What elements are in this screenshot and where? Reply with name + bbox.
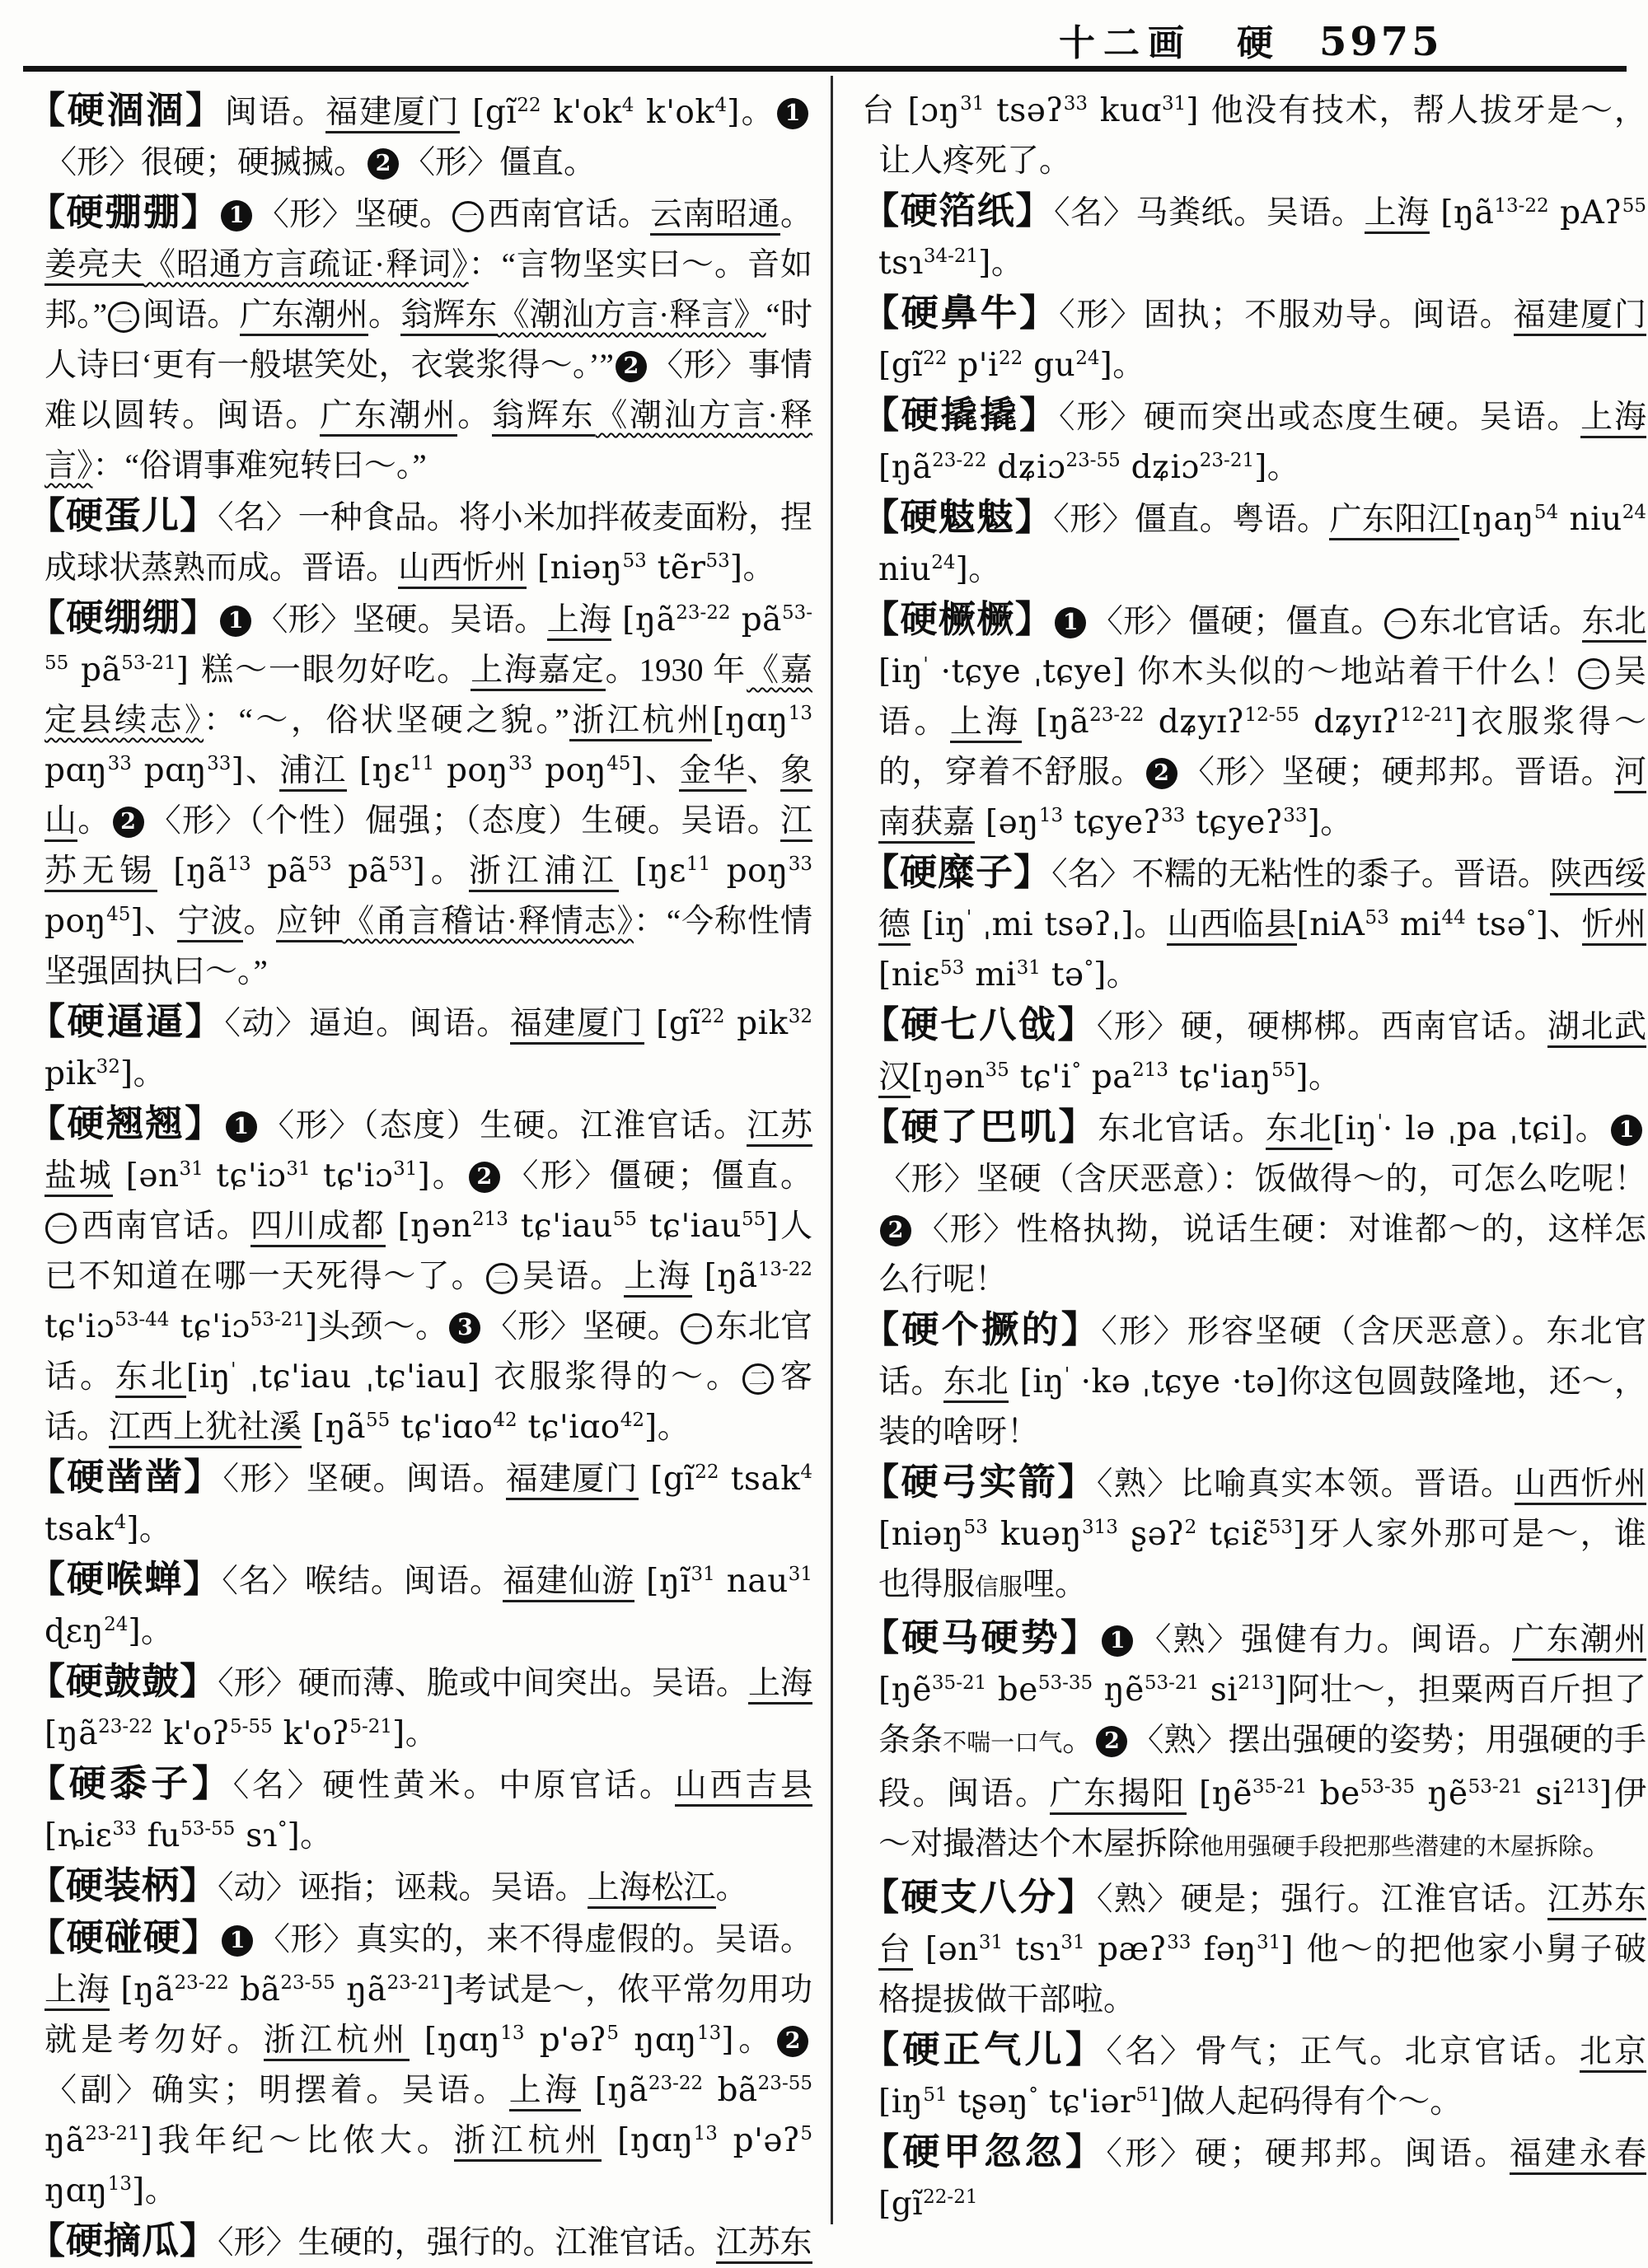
place-name: 浙江浦江 xyxy=(469,853,619,892)
text-run: 台 xyxy=(862,93,896,129)
text-run: 衣服浆得～的，穿着不舒服。 xyxy=(878,704,1646,790)
dict-entry xyxy=(28,1759,812,1861)
entry-headword: 【硬绷绷】 xyxy=(28,597,219,638)
entry-headword: 【硬了巴叽】 xyxy=(862,1106,1098,1148)
place-name: 福建厦门 xyxy=(510,1006,644,1045)
subsense-number: 一 xyxy=(45,1213,77,1244)
sense-number: 1 xyxy=(1102,1625,1133,1657)
sense-number: 2 xyxy=(113,807,144,838)
text-run: 考试是～，侬平常勿用功就是考勿好。 xyxy=(44,1972,812,2058)
place-name: 浙江杭州 xyxy=(454,2123,602,2162)
ipa-transcription: [ŋẽ$^{35-21}$ $be^{53-35}$ ŋẽ$^{53-21}$ $si^{213}$] xyxy=(878,1672,1287,1709)
text-run: 〈名〉骨气；正气。北京官话。 xyxy=(1106,2034,1580,2069)
ipa-transcription: [$gĩ^{22}$ tsak$^4$ tsak$^4$]。 xyxy=(44,1461,812,1548)
subsense-number: 一 xyxy=(1384,608,1416,639)
sense-number: 2 xyxy=(777,2026,808,2057)
dict-entry xyxy=(28,593,812,997)
text-run: 〈熟〉硬是；强行。江淮官话。 xyxy=(1096,1882,1548,1917)
subsense-number: 一 xyxy=(681,1313,712,1344)
place-name: 江苏东 xyxy=(716,2225,812,2264)
entry-headword: 【硬凿凿】 xyxy=(28,1457,223,1498)
sense-number: 1 xyxy=(222,1925,253,1957)
text-run: 〈形〉形容坚硬（含厌恶意）。东北官话。 xyxy=(878,1314,1646,1400)
text-run: 伊～对撮潜达个木屋拆除 xyxy=(878,1776,1646,1862)
place-name: 福建仙游 xyxy=(503,1564,634,1602)
text-run: 。1930 年 xyxy=(605,652,747,688)
sense-number: 2 xyxy=(880,1215,911,1246)
place-name: 金华 xyxy=(679,753,747,792)
place-name: 陕西绥德 xyxy=(878,857,1646,946)
place-name: 东北 xyxy=(1582,604,1646,643)
entry-headword: 【硬糜子】 xyxy=(862,852,1052,893)
text-run: 〈形〉（个性）倔强；（态度）生硬。吴语。 xyxy=(147,803,780,839)
text-run: 做人起码得有个～。 xyxy=(1173,2084,1463,2120)
text-run: 〈动〉逼迫。闽语。 xyxy=(224,1006,510,1041)
place-name: 江西上犹社溪 xyxy=(109,1410,302,1448)
dict-entry xyxy=(862,493,1646,595)
place-name: 东北 xyxy=(1266,1111,1332,1150)
dict-entry xyxy=(862,1305,1646,1457)
place-name: 翁辉东 xyxy=(492,398,595,437)
place-name: 宁波 xyxy=(177,904,243,942)
small-gloss: 不喘一口气 xyxy=(943,1730,1063,1756)
ipa-transcription: [$ŋã^{23-22}$ $bã^{23-55}$ $ŋã^{23-21}$] xyxy=(44,2072,812,2159)
text-run: 〈形〉坚硬。闽语。 xyxy=(222,1461,506,1497)
small-gloss: 他用强硬手段把那些潜建的木屋拆除 xyxy=(1200,1834,1583,1860)
entry-headword: 【硬涸涸】 xyxy=(28,90,225,131)
text-run: “时人诗曰‘更有一般堪笑处，衣裳浆得～。’” xyxy=(44,297,812,383)
entry-headword: 【硬正气儿】 xyxy=(862,2029,1107,2070)
text-run: 〈形〉坚硬。吴语。 xyxy=(255,602,547,638)
sense-number: 1 xyxy=(221,200,252,231)
text-run: 〈名〉不糯的无粘性的黍子。晋语。 xyxy=(1051,857,1550,892)
text-run: 他～的把他家小舅子破格提拔做干部啦。 xyxy=(878,1932,1646,2018)
text-run: 。 xyxy=(1062,1723,1095,1758)
dict-entry xyxy=(28,1913,812,2216)
place-name: 上海嘉定 xyxy=(471,652,606,691)
text-run: 〈形〉生硬的，强行的。江淮官话。 xyxy=(218,2225,716,2261)
text-run: 〈熟〉强健有力。闽语。 xyxy=(1137,1622,1513,1658)
ipa-transcription: [$ŋã^{23-22}$ k'oʔ$^{5-55}$ k'oʔ$^{5-21}$]。 xyxy=(44,1715,438,1752)
text-run: 〈动〉诬指；诬栽。吴语。 xyxy=(218,1870,588,1906)
sense-number: 2 xyxy=(1146,758,1177,789)
ipa-transcription: [ŋɛ$^{11}$ poŋ$^{33}$ poŋ$^{45}$]、 xyxy=(44,853,812,940)
ipa-transcription: [$ŋã^{13-22}$ pAʔ$^{55}$ tsɿ$^{34-21}$]。 xyxy=(878,194,1646,282)
ipa-transcription: [niɛ$^{53}$ $mi^{31}$ tə°]。 xyxy=(878,956,1140,994)
text-run: 〈形〉硬而突出或态度生硬。吴语。 xyxy=(1058,400,1581,435)
ipa-transcription: [$gĩ^{22}$ $p'i^{22}$ $gu^{24}$]。 xyxy=(878,347,1145,384)
text-run: 〈名〉硬性黄米。中原官话。 xyxy=(232,1768,675,1803)
text-run: 西南官话。 xyxy=(80,1209,250,1244)
page-header xyxy=(1059,13,1443,66)
ipa-transcription: [$gĩ^{22-21}$ xyxy=(878,2186,978,2223)
entry-headword: 【硬翘翘】 xyxy=(28,1103,224,1144)
ipa-transcription: [iŋ'· lə ˌpa ˌtɕi]。 xyxy=(1332,1111,1609,1148)
place-name: 山西临县 xyxy=(1167,907,1296,946)
entry-headword: 【硬弸弸】 xyxy=(28,192,220,233)
text-run: 〈副〉确实；明摆着。吴语。 xyxy=(44,2073,509,2108)
text-run: 〈形〉（态度）生硬。江淮官话。 xyxy=(260,1108,747,1143)
ipa-transcription: [$gĩ^{22}$ $k'ok^4$ $k'ok^4$]。 xyxy=(460,94,775,131)
place-name: 北京 xyxy=(1580,2034,1646,2073)
ipa-transcription: [ȵiɛ$^{33}$ $fu^{53-55}$ sɿ°]。 xyxy=(44,1817,333,1854)
dict-entry xyxy=(28,1452,812,1555)
place-name: 广东潮州 xyxy=(1512,1622,1646,1661)
dict-entry xyxy=(862,86,1646,186)
text-run: 阿壮～，担粟两百斤担了条条 xyxy=(878,1672,1646,1758)
text-run: 〈形〉僵直。 xyxy=(403,145,597,180)
text-run: 〈形〉坚硬（含厌恶意）：饭做得～的，可怎么吃呢！ xyxy=(878,1162,1646,1197)
sense-number: 1 xyxy=(1611,1115,1642,1146)
text-run: 东北官话。 xyxy=(44,1309,812,1395)
text-run: 〈形〉很硬；硬搣搣。 xyxy=(44,145,367,180)
text-run: ：“～，俗状坚硬之貌。” xyxy=(204,703,569,738)
ipa-transcription: [ŋaŋ$^{54}$ niu$^{24}$ niu$^{24}$]。 xyxy=(878,501,1646,588)
ipa-transcription: [$ŋã^{13}$ $pã^{53}$ $pã^{53}$]。 xyxy=(157,853,469,890)
place-name: 四川成都 xyxy=(250,1209,386,1247)
dict-entry xyxy=(862,2025,1646,2127)
ipa-transcription: [ən$^{31}$ tɕ'iɔ$^{31}$ tɕ'iɔ$^{31}$]。 xyxy=(113,1157,467,1195)
place-name: 上海 xyxy=(1365,195,1430,234)
entry-headword: 【硬黍子】 xyxy=(28,1763,233,1804)
sense-number: 1 xyxy=(1055,607,1086,638)
text-run: 东北官话。 xyxy=(1418,604,1582,639)
place-name: 翁辉东 xyxy=(400,297,497,336)
entry-headword: 【硬皷皷】 xyxy=(28,1661,218,1702)
text-run: 人已不知道在哪一天死得～了。 xyxy=(44,1209,812,1294)
ipa-transcription: [$ŋã^{13-22}$ tɕ'iɔ$^{53-44}$ tɕ'iɔ$^{53-21}$] xyxy=(44,1258,812,1345)
subsense-number: 二 xyxy=(108,302,139,333)
entry-headword: 【硬鬾鬾】 xyxy=(862,497,1054,538)
entry-headword: 【硬撬撬】 xyxy=(862,395,1059,436)
place-name: 东北 xyxy=(115,1359,186,1398)
text-run: 他没有技术，帮人拔牙是～，让人疼死了。 xyxy=(878,93,1646,179)
sense-number: 2 xyxy=(469,1162,500,1193)
page-header-section xyxy=(1059,13,1281,66)
text-run: 。 xyxy=(457,398,493,433)
dict-entry xyxy=(862,1613,1646,1873)
text-run: 〈形〉坚硬；硬邦邦。晋语。 xyxy=(1181,755,1614,790)
sense-number: 1 xyxy=(226,1111,257,1143)
ipa-transcription: [ŋẽ$^{35-21}$ $be^{53-35}$ ŋẽ$^{53-21}$ $si^{213}$] xyxy=(1186,1775,1613,1812)
dict-entry xyxy=(862,186,1646,288)
text-run: 〈形〉固执；不服劝导。闽语。 xyxy=(1058,297,1514,333)
entry-headword: 【硬鼻牛】 xyxy=(862,292,1059,334)
small-gloss: 信服 xyxy=(975,1574,1023,1601)
ipa-transcription: [$ŋĩ^{31}$ nau$^{31}$ ɖɛŋ$^{24}$]。 xyxy=(44,1563,812,1650)
book-title: 《甬言稽诂·释情志》 xyxy=(342,904,634,939)
place-name: 浙江杭州 xyxy=(264,2022,410,2061)
subsense-number: 一 xyxy=(452,201,484,232)
text-run: 。 xyxy=(368,297,401,333)
entry-headword: 【硬喉蝉】 xyxy=(28,1559,222,1600)
text-run: 〈形〉坚硬。 xyxy=(485,1309,680,1344)
place-name: 上海 xyxy=(509,2073,581,2111)
sense-number: 2 xyxy=(368,148,399,180)
dict-entry xyxy=(862,2127,1646,2229)
left-column xyxy=(28,86,812,2268)
book-title: 《潮汕方言·释言》 xyxy=(497,297,766,333)
book-title: 《潮汕方言·释言》 xyxy=(44,398,812,484)
text-run: 〈熟〉摆出强硬的姿势；用强硬的手段。闽语。 xyxy=(878,1723,1646,1812)
text-run: 。 xyxy=(1582,1826,1615,1862)
text-run: 你木头似的～地站着干什么！ xyxy=(1137,654,1577,690)
subsense-number: 二 xyxy=(742,1363,774,1395)
place-name: 湖北武汉 xyxy=(878,1009,1646,1098)
text-run: ：“俗谓事难宛转曰～。” xyxy=(92,448,427,484)
text-run: 〈熟〉比喻真实本领。晋语。 xyxy=(1096,1466,1515,1502)
page-number: 5975 xyxy=(1319,19,1443,65)
ipa-transcription: [ŋɑŋ$^{13}$ pɑŋ$^{33}$ pɑŋ$^{33}$]、 xyxy=(44,702,812,789)
text-run: 〈形〉硬而薄、脆或中间突出。吴语。 xyxy=(218,1666,748,1701)
ipa-transcription: [ŋɛ$^{11}$ poŋ$^{33}$ poŋ$^{45}$]、 xyxy=(347,752,680,789)
entry-headword: 【硬个撅的】 xyxy=(862,1309,1102,1350)
entry-headword: 【硬装柄】 xyxy=(28,1865,218,1906)
dict-entry xyxy=(862,288,1646,390)
text-run: 牙人家外那可是～，谁也得服 xyxy=(878,1517,1646,1602)
dict-entry xyxy=(862,848,1646,1000)
place-name: 浦江 xyxy=(279,753,347,792)
ipa-transcription: [$gĩ^{22}$ pik$^{32}$ pik$^{32}$]。 xyxy=(44,1005,812,1092)
dict-entry xyxy=(862,1873,1646,2025)
ipa-transcription: [niA$^{53}$ $mi^{44}$ tsə°]、 xyxy=(1296,906,1582,943)
text-run: 〈名〉喉结。闽语。 xyxy=(222,1564,503,1599)
dict-entry xyxy=(28,1099,812,1452)
text-run: 〈形〉性格执拗，说话生硬：对谁都～的，这样怎么行呢！ xyxy=(878,1212,1646,1298)
dict-entry xyxy=(28,1657,812,1759)
column-divider xyxy=(831,76,833,2224)
entry-headword: 【硬逼逼】 xyxy=(28,1001,225,1042)
ipa-transcription: [niəŋ$^{53}$ tẽr$^{53}$]。 xyxy=(527,549,776,587)
text-run: 闽语。 xyxy=(224,95,326,130)
entry-headword: 【硬马硬势】 xyxy=(862,1617,1101,1658)
text-run: 、 xyxy=(747,753,780,788)
place-name: 江苏东台 xyxy=(878,1882,1646,1971)
right-column xyxy=(862,86,1646,2229)
book-title: 《昭通方言疏证·释词》 xyxy=(143,247,469,283)
place-name: 河南获嘉 xyxy=(878,755,1646,844)
place-name: 广东揭阳 xyxy=(1050,1776,1187,1815)
ipa-transcription: [$iŋ^{51}$ tʂəŋ° tɕ'iər$^{51}$] xyxy=(878,2083,1173,2121)
text-run: 客话。 xyxy=(44,1359,812,1445)
place-name: 广东潮州 xyxy=(320,398,457,437)
text-run: 〈形〉硬；硬邦邦。闽语。 xyxy=(1106,2136,1510,2172)
header-rule xyxy=(23,66,1627,72)
dict-entry xyxy=(862,390,1646,493)
place-name: 福建永春 xyxy=(1510,2136,1646,2175)
place-name: 姜亮夫 xyxy=(44,247,143,286)
place-name: 上海松江 xyxy=(588,1870,716,1909)
text-run: 〈形〉硬，硬梆梆。西南官话。 xyxy=(1096,1009,1548,1045)
place-name: 上海 xyxy=(624,1259,691,1298)
entry-headword: 【硬摘瓜】 xyxy=(28,2220,218,2261)
place-name: 山西忻州 xyxy=(398,550,527,589)
dict-entry xyxy=(862,1102,1646,1305)
ipa-transcription: [ŋɑŋ$^{13}$ p'əʔ$^5$ ŋɑŋ$^{13}$]。 xyxy=(409,2022,775,2059)
place-name: 江苏盐城 xyxy=(44,1108,812,1197)
sense-number: 1 xyxy=(220,606,251,637)
dict-entry xyxy=(862,595,1646,848)
text-run: 哩。 xyxy=(1023,1567,1088,1602)
ipa-transcription: [$ŋã^{23-22}$ $bã^{23-55}$ $ŋã^{23-21}$] xyxy=(110,1971,455,2008)
text-run: 头颈～。 xyxy=(317,1309,448,1344)
ipa-transcription: [$ŋã^{23-22}$ dʑiɔ$^{23-55}$ dʑiɔ$^{23-21}$]。 xyxy=(878,449,1300,486)
ipa-transcription: [niəŋ$^{53}$ kuəŋ$^{313}$ ʂəʔ$^2$ tɕiɛ̃$^{53}$] xyxy=(878,1516,1306,1553)
text-run: 衣服浆得的～。 xyxy=(494,1359,742,1395)
text-run: ：“今称性情坚强固执曰～。” xyxy=(44,904,812,989)
place-name: 江苏无锡 xyxy=(44,803,812,892)
ipa-transcription: [ŋən$^{213}$ tɕ'iau$^{55}$ tɕ'iau$^{55}$] xyxy=(385,1208,780,1245)
text-run: 〈形〉僵硬；僵直。 xyxy=(1090,604,1383,639)
ipa-transcription: [əŋ$^{13}$ tɕyeʔ$^{33}$ tɕyeʔ$^{33}$]。 xyxy=(975,804,1353,841)
text-run: 〈形〉僵直。粤语。 xyxy=(1053,502,1330,537)
ipa-transcription: [ɔŋ$^{31}$ tsəʔ$^{33}$ kuɑ$^{31}$] xyxy=(895,92,1211,129)
place-name: 广东阳江 xyxy=(1329,502,1459,540)
ipa-transcription: [iŋ' ˌtɕ'iau ˌtɕ'iau] xyxy=(185,1358,494,1396)
entry-headword: 【硬碰硬】 xyxy=(28,1917,221,1958)
text-run: 。 xyxy=(715,1870,748,1906)
sense-number: 3 xyxy=(449,1312,480,1344)
entry-headword: 【硬支八分】 xyxy=(862,1877,1097,1918)
text-run: 闽语。 xyxy=(143,297,240,333)
text-run: 。 xyxy=(77,803,111,839)
text-run: 〈名〉一种食品。将小米加拌莜麦面粉，捏成球状蒸熟而成。晋语。 xyxy=(44,500,812,586)
ipa-transcription: [iŋ' ·tɕye ˌtɕye] xyxy=(878,653,1138,690)
text-run: 。 xyxy=(243,904,277,939)
place-name: 东北 xyxy=(943,1364,1009,1403)
ipa-transcription: [$ŋã^{23-22}$ $pã^{53-55}$ $pã^{53-21}$] xyxy=(44,601,812,689)
place-name: 忻州 xyxy=(1582,907,1646,946)
ipa-transcription: [ən$^{31}$ tsɿ$^{31}$ pæʔ$^{33}$ fəŋ$^{31}$] xyxy=(912,1931,1307,1968)
place-name: 福建厦门 xyxy=(506,1461,639,1500)
dict-entry xyxy=(28,2216,812,2268)
place-name: 福建厦门 xyxy=(1514,297,1646,336)
place-name: 广东潮州 xyxy=(240,297,368,336)
place-name: 福建厦门 xyxy=(325,95,460,133)
place-name: 山西忻州 xyxy=(1515,1466,1646,1505)
text-run: 吴语。 xyxy=(520,1259,625,1294)
place-name: 山西吉县 xyxy=(675,1768,812,1807)
text-run: 。 xyxy=(780,197,812,232)
place-name: 上海 xyxy=(44,1972,110,2011)
place-name: 应钟 xyxy=(276,904,342,942)
place-name: 云南昭通 xyxy=(650,197,780,236)
dict-entry xyxy=(28,86,812,188)
entry-headword: 【硬箔纸】 xyxy=(862,190,1055,231)
ipa-transcription: [iŋ' ·kə ˌtɕye ·tə] xyxy=(1009,1363,1289,1401)
text-run: 我年纪～比侬大。 xyxy=(152,2123,454,2158)
ipa-transcription: [ŋɑŋ$^{13}$ p'əʔ$^5$ ŋɑŋ$^{13}$]。 xyxy=(44,2122,812,2210)
entry-headword: 【硬甲忽忽】 xyxy=(862,2131,1107,2172)
subsense-number: 二 xyxy=(486,1263,517,1294)
text-run: 〈形〉真实的，来不得虚假的。吴语。 xyxy=(257,1922,812,1957)
dict-entry xyxy=(28,1555,812,1657)
place-name: 上海 xyxy=(1580,400,1646,438)
text-run: 〈形〉坚硬。 xyxy=(256,197,452,232)
entry-headword: 【硬蛋儿】 xyxy=(28,495,218,536)
dict-entry xyxy=(28,997,812,1099)
sense-number: 1 xyxy=(777,98,808,129)
text-run: 〈名〉马粪纸。吴语。 xyxy=(1054,195,1365,231)
text-run: 吴语。 xyxy=(878,654,1646,740)
place-name: 上海 xyxy=(950,704,1022,743)
dict-entry xyxy=(28,491,812,593)
place-name: 象山 xyxy=(44,753,812,842)
ipa-transcription: [iŋ' ˌmi tsəʔˌ]。 xyxy=(911,906,1168,943)
ipa-transcription: [ŋən$^{35}$ tɕ'i° $pa^{213}$ tɕ'iaŋ$^{55}$]。 xyxy=(911,1059,1341,1096)
entry-headword: 【硬橛橛】 xyxy=(862,599,1054,640)
book-title: 《嘉定县续志》 xyxy=(44,652,812,738)
sense-number: 2 xyxy=(1096,1726,1127,1757)
text-run: 东北官话。 xyxy=(1098,1111,1266,1147)
text-run: 西南官话。 xyxy=(487,197,651,232)
ipa-transcription: [$ŋã^{23-22}$ dʑyɪʔ$^{12-55}$ dʑyɪʔ$^{12-21}$] xyxy=(1021,704,1468,741)
text-run: ：“言物坚实曰～。音如邦。” xyxy=(44,247,812,333)
place-name: 上海 xyxy=(547,602,611,641)
place-name: 上海 xyxy=(748,1666,812,1705)
dict-entry xyxy=(862,1457,1646,1613)
text-run: 〈形〉事情难以圆转。闽语。 xyxy=(44,348,812,433)
ipa-transcription: [$ŋã^{55}$ tɕ'iɑo$^{42}$ tɕ'iɑo$^{42}$]。 xyxy=(302,1409,691,1446)
text-run: 你这包圆鼓隆地，还～，装的啥呀！ xyxy=(878,1364,1646,1450)
radical-stroke-section: 十二画 xyxy=(1059,23,1192,63)
place-name: 浙江杭州 xyxy=(569,703,713,741)
dict-entry xyxy=(28,1861,812,1913)
entry-headword: 【硬七八戗】 xyxy=(862,1004,1097,1045)
text-run: 糕～一眼勿好吃。 xyxy=(201,652,471,688)
head-character: 硬 xyxy=(1237,23,1281,63)
dict-entry xyxy=(28,188,812,491)
entry-headword: 【硬弓实箭】 xyxy=(862,1461,1097,1503)
dict-entry xyxy=(862,1000,1646,1102)
subsense-number: 二 xyxy=(1578,658,1609,690)
text-run: 〈形〉僵硬；僵直。 xyxy=(503,1158,812,1194)
sense-number: 2 xyxy=(616,351,647,382)
